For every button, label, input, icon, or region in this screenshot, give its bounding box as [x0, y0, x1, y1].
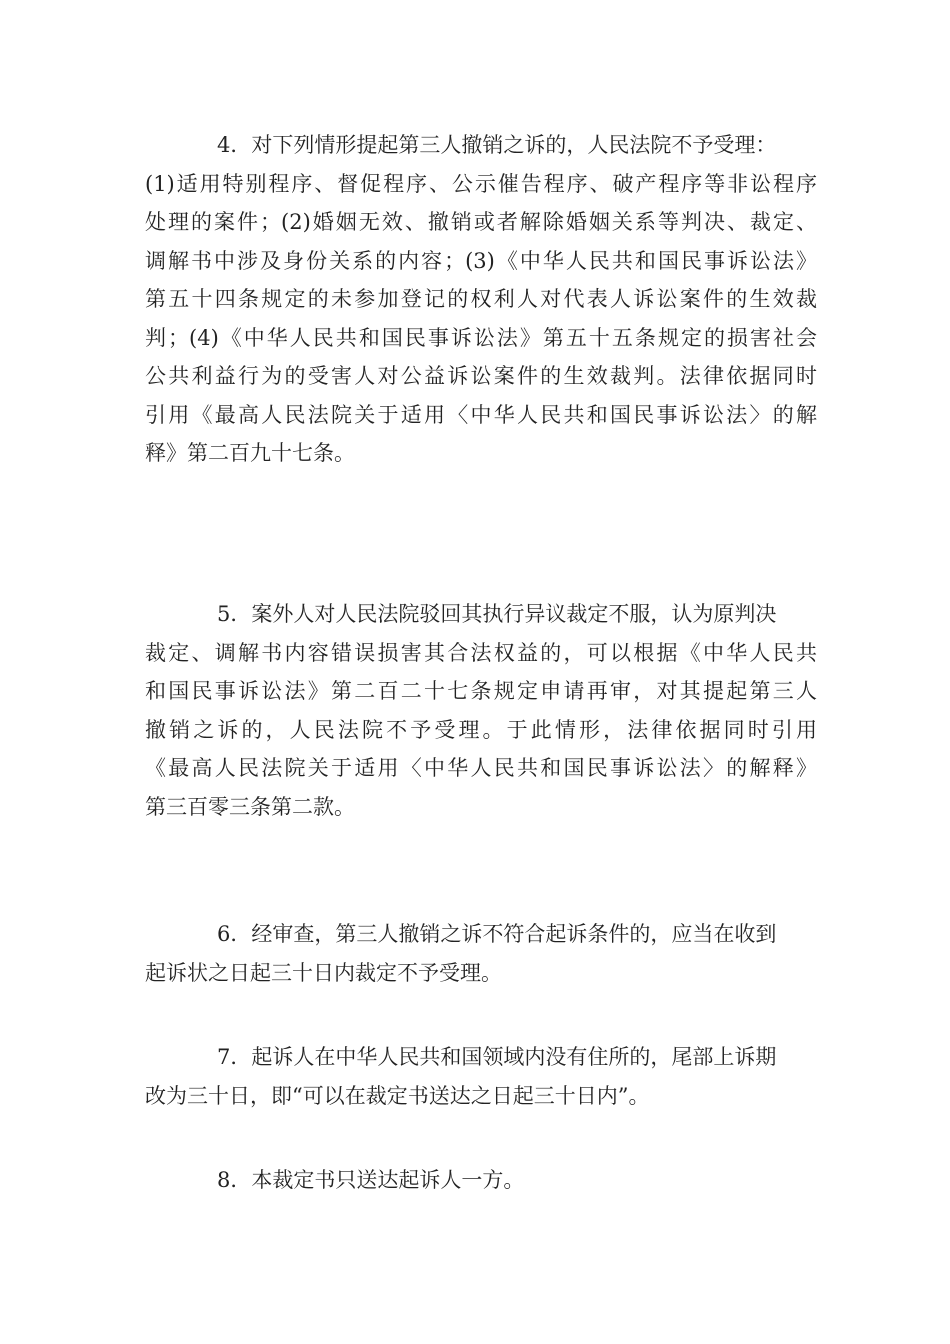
paragraph-item-4 [145, 126, 817, 473]
paragraph-line: 引用《最高人民法院关于适用〈中华人民共和国民事诉讼法〉的解 [145, 402, 817, 427]
paragraph-line: 公共利益行为的受害人对公益诉讼案件的生效裁判。法律依据同时 [145, 364, 817, 388]
paragraph-item-5 [145, 595, 817, 826]
paragraph-line: 《最高人民法院关于适用〈中华人民共和国民事诉讼法〉的解释》 [145, 756, 817, 780]
paragraph-line: 调解书中涉及身份关系的内容；(3)《中华人民共和国民事诉讼法》 [145, 248, 817, 273]
paragraph-line: 第五十四条规定的未参加登记的权利人对代表人诉讼案件的生效裁 [145, 287, 817, 311]
paragraph-line: 裁定、调解书内容错误损害其合法权益的，可以根据《中华人民共 [145, 640, 817, 665]
paragraph-line: 起诉状之日起三十日内裁定不予受理。 [145, 960, 502, 985]
paragraph-line: 和国民事诉讼法》第二百二十七条规定申请再审，对其提起第三人 [145, 679, 817, 703]
paragraph-item-6 [145, 915, 817, 992]
paragraph-line: 释》第二百九十七条。 [145, 441, 355, 465]
paragraph-line: 改为三十日，即“可以在裁定书送达之日起三十日内”。 [145, 1083, 650, 1108]
paragraph-line: 4．对下列情形提起第三人撤销之诉的，人民法院不予受理： [217, 133, 777, 157]
paragraph-line: 5．案外人对人民法院驳回其执行异议裁定不服，认为原判决 [217, 602, 777, 626]
paragraph-line: (1)适用特别程序、督促程序、公示催告程序、破产程序等非讼程序 [145, 171, 817, 196]
paragraph-line: 8．本裁定书只送达起诉人一方。 [217, 1168, 525, 1192]
paragraph-line: 7．起诉人在中华人民共和国领域内没有住所的，尾部上诉期 [217, 1045, 777, 1069]
paragraph-line: 处理的案件；(2)婚姻无效、撤销或者解除婚姻关系等判决、裁定、 [145, 210, 817, 234]
paragraph-line: 撤销之诉的，人民法院不予受理。于此情形，法律依据同时引用 [145, 717, 817, 742]
paragraph-item-8 [145, 1161, 817, 1200]
paragraph-line: 第三百零三条第二款。 [145, 794, 355, 819]
paragraph-line: 6．经审查，第三人撤销之诉不符合起诉条件的，应当在收到 [217, 922, 777, 946]
paragraph-line: 判；(4)《中华人民共和国民事诉讼法》第五十五条规定的损害社会 [145, 325, 817, 350]
paragraph-item-7 [145, 1038, 817, 1115]
